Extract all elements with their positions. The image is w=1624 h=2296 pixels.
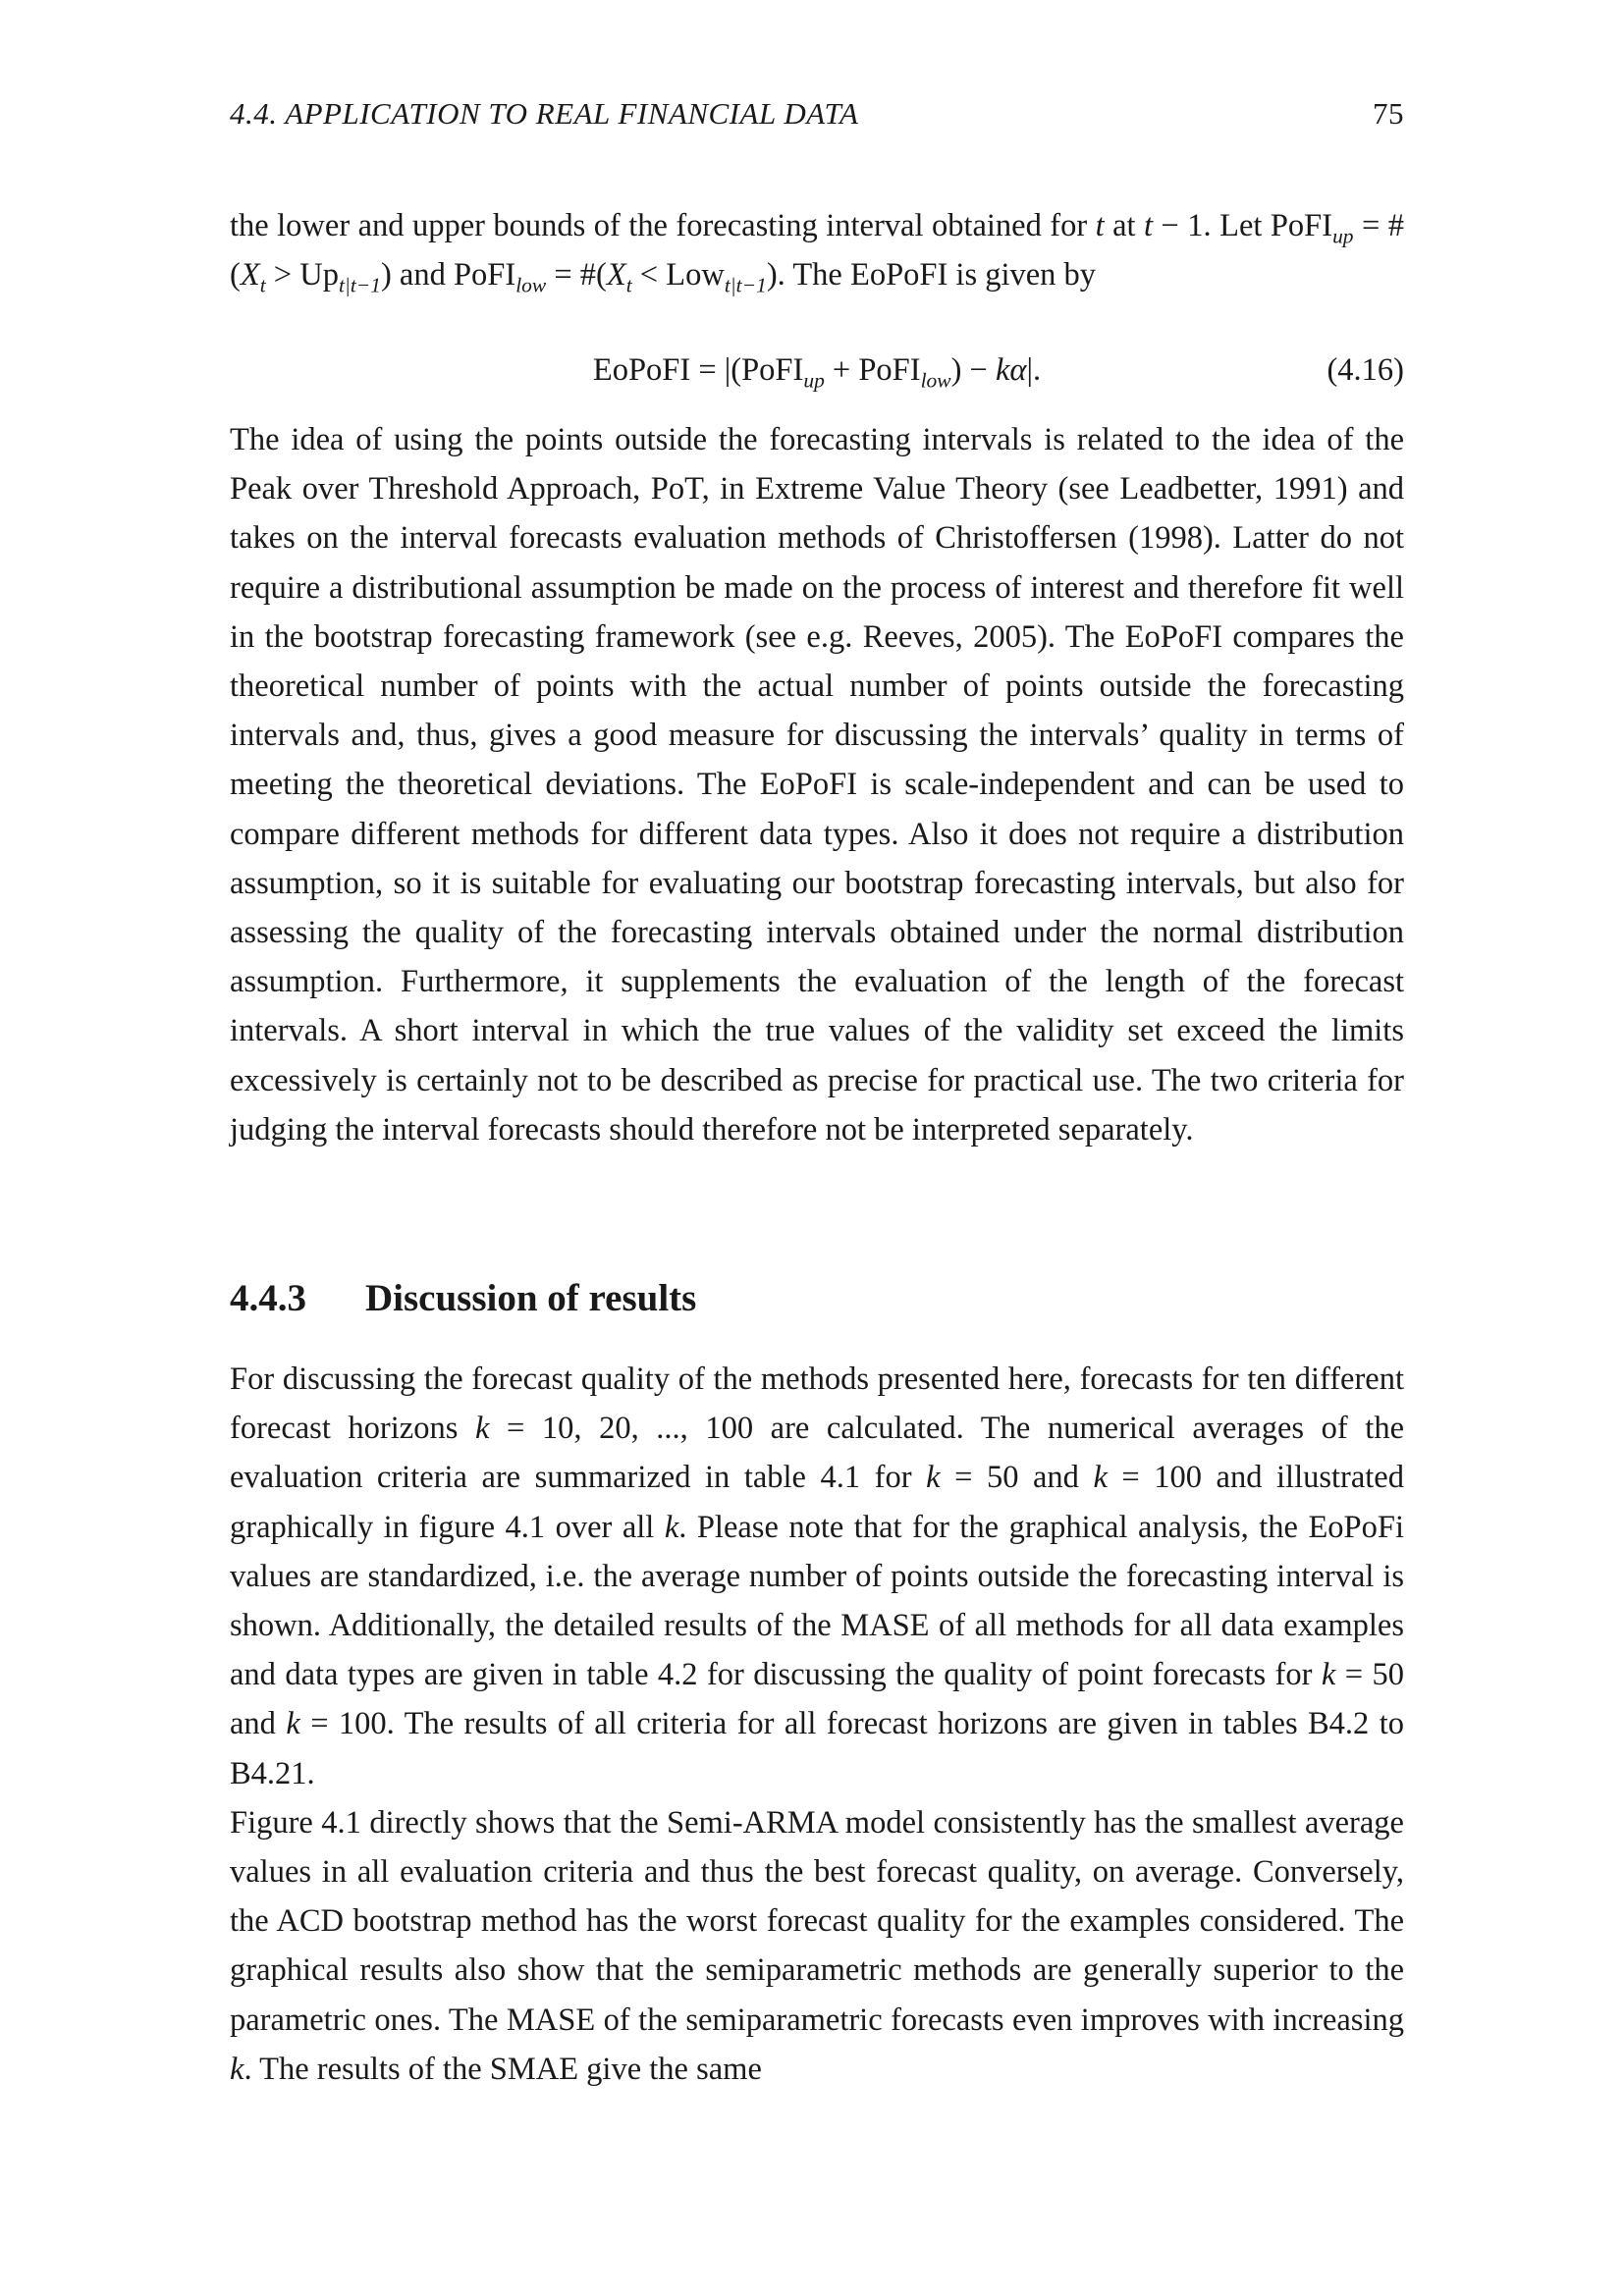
intro-paragraph: the lower and upper bounds of the forecasting interval obtained for t at t − 1. Let PoFI$_{up}$ = $\#(X_t > Up_{t|t-1})$ and PoFI$_{low}$ = $\#(X_t < Low_{t|t-1})$. The EoPoFI is given by bbox=[230, 208, 1404, 297]
page-number: 75 bbox=[1373, 96, 1404, 131]
paragraph-results-overview: For discussing the forecast quality of the methods presented here, forecasts for ten different forecast horizons k = 10, 20, ..., 100 are calculated. The numerical averages of the evaluation criteria are summarized in table 4.1 for k = 50 and k = 100 and illustrated graphically in figure 4.1 over all k. Please note that for the graphical analysis, the EoPoFi values are standardized, i.e. the average number of points outside the forecasting interval is shown. Additionally, the detailed results of the MASE of all methods for all data examples and data types are given in table 4.2 for discussing the quality of point forecasts for k = 50 and k = 100. The results of all criteria for all forecast horizons are given in tables B4.2 to B4.21. Figure 4.1 directly shows that the Semi-ARMA model consistently has the smallest average values in all evaluation criteria and thus the best forecast quality, on average. Conversely, the ACD bootstrap method has the worst forecast quality for the examples considered. The graphical results also show that the semiparametric methods are generally superior to the parametric ones. The MASE of the semiparametric forecasts even improves with increasing k. The results of the SMAE give the same bbox=[230, 1355, 1404, 2094]
paragraph-figure-discussion: Figure 4.1 directly shows that the Semi-ARMA model consistently has the smallest average values in all evaluation criteria and thus the best forecast quality, on average. Conversely, the ACD bootstrap method has the worst forecast quality for the examples considered. The graphical results also show that the semiparametric methods are generally superior to the parametric ones. The MASE of the semiparametric forecasts even improves with increasing k. The results of the SMAE give the same bbox=[230, 1804, 1404, 2087]
section-heading bbox=[230, 1274, 1404, 1323]
section-title: Discussion of results bbox=[365, 1277, 697, 1319]
paragraph-eopofi-discussion bbox=[230, 415, 1404, 1154]
paragraph-text: The idea of using the points outside the forecasting intervals is related to the idea of the Peak over Threshold Approach, PoT, in Extreme Value Theory (see Leadbetter, 1991) and takes on the interval forecasts evaluation methods of Christoffersen (1998). Latter do not require a distributional assumption be made on the process of interest and therefore fit well in the bootstrap forecasting framework (see e.g. Reeves, 2005). The EoPoFI compares the theoretical number of points with the actual number of points outside the forecasting intervals and, thus, gives a good measure for discussing the intervals’ quality in terms of meeting the theoretical deviations. The EoPoFI is scale-independent and can be used to compare different methods for different data types. Also it does not require a distribution assumption, so it is suitable for evaluating our bootstrap forecasting intervals, but also for assessing the quality of the forecasting intervals obtained under the normal distribution assumption. Furthermore, it supplements the evaluation of the length of the forecast intervals. A short interval in which the true values of the validity set exceed the limits excessively is certainly not to be described as precise for practical use. The two criteria for judging the interval forecasts should therefore not be interpreted separately. bbox=[230, 422, 1404, 1148]
section-number: 4.4.3 bbox=[230, 1277, 306, 1319]
equation-body: EoPoFI = |(PoFI$_{up}$ + PoFI$_{low}$) − kα|. bbox=[592, 352, 1042, 393]
running-header bbox=[230, 94, 1404, 133]
equation-number: (4.16) bbox=[1326, 352, 1404, 388]
chapter-title: 4.4. APPLICATION TO REAL FINANCIAL DATA bbox=[230, 96, 859, 131]
equation-4-16 bbox=[230, 346, 1404, 395]
